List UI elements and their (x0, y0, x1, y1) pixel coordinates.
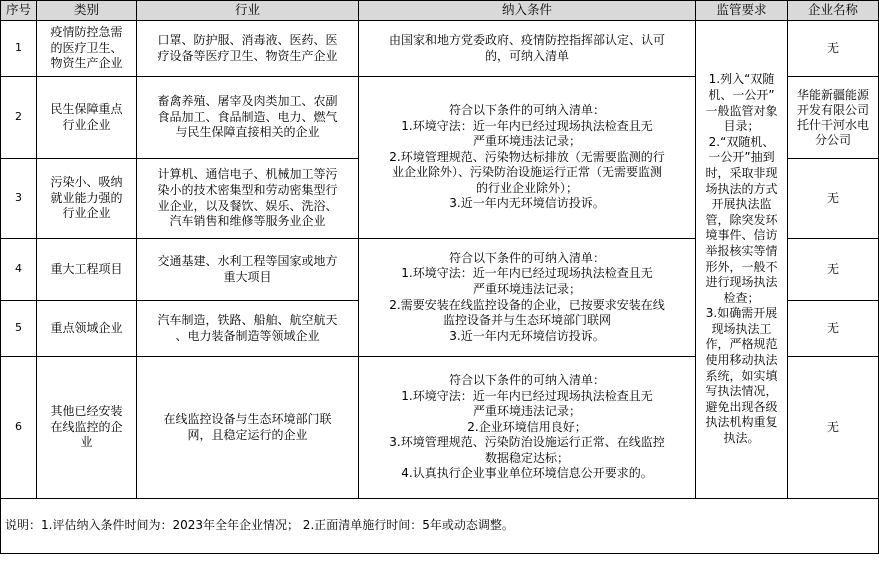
row-conditions: 符合以下条件的可纳入清单： 1.环境守法：近一年内已经过现场执法检查且无 严重环境违法记录； 2.需要安装在线监控设备的企业，已按要求安装在线 监控设备并与生态环境部门联网 3.近一年内无环境信访投诉。 (359, 239, 696, 357)
row-company: 无 (788, 239, 879, 301)
row-industry: 畜禽养殖、屠宰及肉类加工、农副 食品加工、食品制造、电力、燃气 与民生保障直接相关的企业 (137, 77, 359, 159)
table-note: 说明：1.评估纳入条件时间为：2023年全年企业情况； 2.正面清单施行时间：5年或动态调整。 (1, 499, 879, 554)
header-conditions: 纳入条件 (359, 1, 696, 21)
row-category: 疫情防控急需 的医疗卫生、 物资生产企业 (37, 21, 137, 77)
row-industry: 在线监控设备与生态环境部门联 网，且稳定运行的企业 (137, 357, 359, 499)
row-seq: 2 (1, 77, 37, 159)
row-company: 华能新疆能源 开发有限公司 托什干河水电 分公司 (788, 77, 879, 159)
table-header-row (1, 1, 879, 21)
row-category: 重点领域企业 (37, 301, 137, 357)
supervision-requirements: 1.列入“双随 机、一公开” 一般监管对象 目录； 2.“双随机、 一公开”抽到 时，采取非现 场执法的方式 开展执法监 管，除突发环 境事件、信访 举报核实等情 形外，一般不 进行现场执法 检查； 3.如确需开展 现场执法工 作，严格规范 使用移动执法 系统，如实填 写执法情况， 避免出现各级 执法机构重复 执法。 (696, 21, 788, 499)
row-conditions: 符合以下条件的可纳入清单： 1.环境守法：近一年内已经过现场执法检查且无 严重环境违法记录； 2.环境管理规范、污染物达标排放（无需要监测的行 业企业除外）、污染防治设施运行正常（无需要监测 的行业企业除外）； 3.近一年内无环境信访投诉。 (359, 77, 696, 239)
row-seq: 6 (1, 357, 37, 499)
row-company: 无 (788, 301, 879, 357)
header-category: 类别 (37, 1, 137, 21)
row-industry: 计算机、通信电子、机械加工等污 染小的技术密集型和劳动密集型行 业企业，以及餐饮、娱乐、洗浴、 汽车销售和维修等服务业企业 (137, 159, 359, 239)
row-category: 重大工程项目 (37, 239, 137, 301)
row-seq: 4 (1, 239, 37, 301)
row-seq: 1 (1, 21, 37, 77)
row-conditions: 符合以下条件的可纳入清单： 1.环境守法：近一年内已经过现场执法检查且无 严重环境违法记录； 2.企业环境信用良好； 3.环境管理规范、污染防治设施运行正常、在线监控 数据稳定达标； 4.认真执行企业事业单位环境信息公开要求的。 (359, 357, 696, 499)
header-seq: 序号 (1, 1, 37, 21)
row-industry: 交通基建、水利工程等国家或地方 重大项目 (137, 239, 359, 301)
row-company: 无 (788, 159, 879, 239)
row-industry: 口罩、防护服、消毒液、医药、医 疗设备等医疗卫生、物资生产企业 (137, 21, 359, 77)
note-row (1, 499, 879, 554)
table-row (1, 21, 879, 77)
row-category: 民生保障重点 行业企业 (37, 77, 137, 159)
row-company: 无 (788, 357, 879, 499)
header-company: 企业名称 (788, 1, 879, 21)
row-company: 无 (788, 21, 879, 77)
row-industry: 汽车制造，铁路、船舶、航空航天 、电力装备制造等领域企业 (137, 301, 359, 357)
header-supervision: 监管要求 (696, 1, 788, 21)
row-seq: 3 (1, 159, 37, 239)
row-conditions: 由国家和地方党委政府、疫情防控指挥部认定、认可 的，可纳入清单 (359, 21, 696, 77)
row-seq: 5 (1, 301, 37, 357)
header-industry: 行业 (137, 1, 359, 21)
row-category: 其他已经安装 在线监控的企 业 (37, 357, 137, 499)
row-category: 污染小、吸纳 就业能力强的 行业企业 (37, 159, 137, 239)
